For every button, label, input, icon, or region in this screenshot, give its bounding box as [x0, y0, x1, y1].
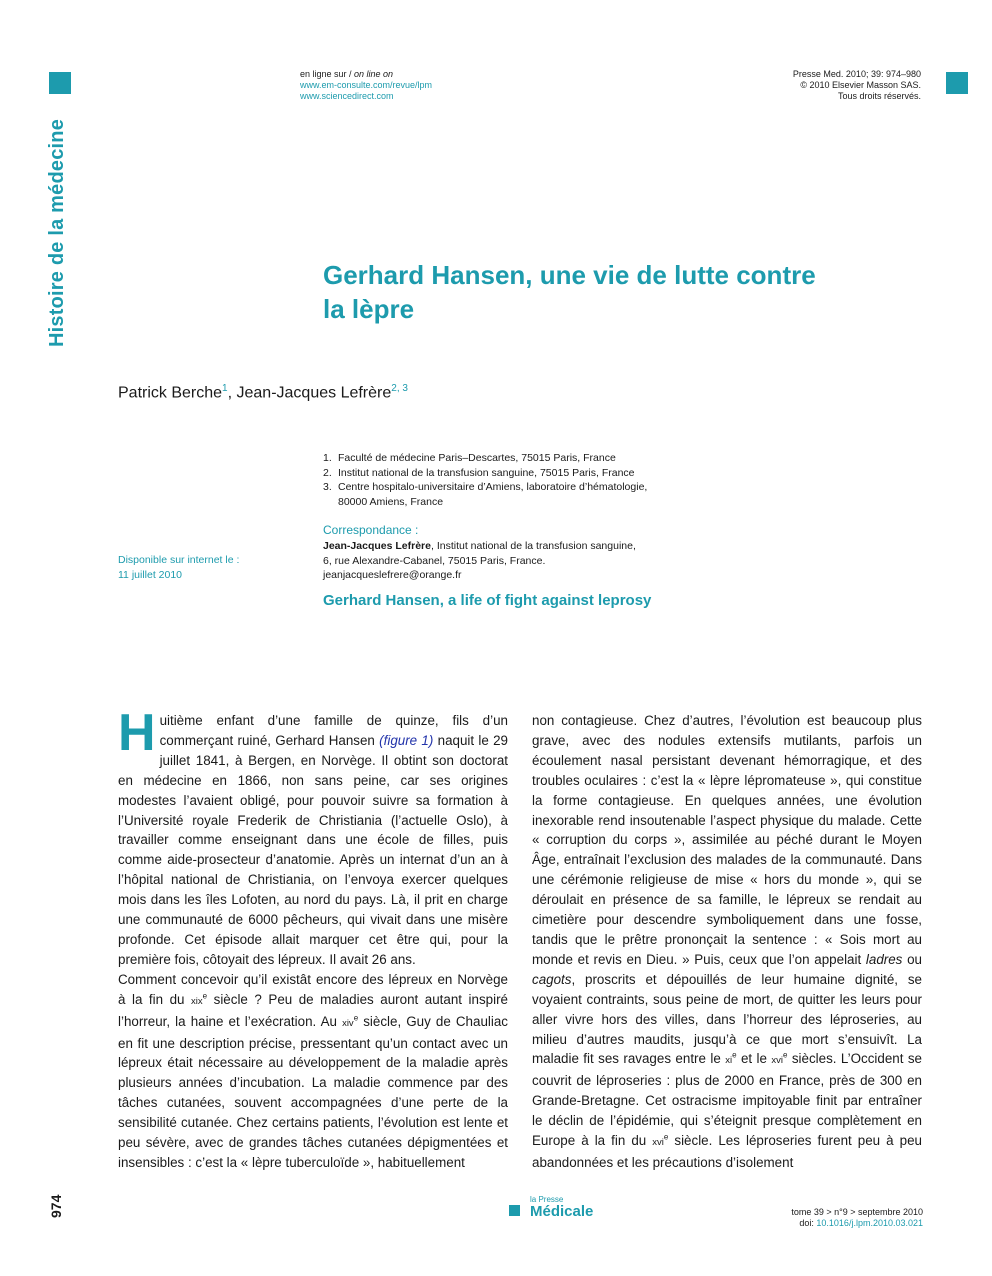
- online-link-emconsulte[interactable]: www.em-consulte.com/revue/lpm: [300, 80, 433, 90]
- availability-label: Disponible sur internet le :: [118, 554, 240, 566]
- availability-date: 11 juillet 2010: [118, 568, 183, 581]
- ordinal-suffix: e: [353, 1013, 359, 1023]
- body-text: , proscrits et dépouillés de leur humaine dignité, se voyaient contraints, sous peine de mort, de quitter les leurs pour aller vivre hors des villes, dans l’horreur des léproseries, au milieu d’autres maudits, jusqu’à ce que mort s’ensuivît. La maladie fit ses ravages entre le: [532, 971, 922, 1067]
- journal-rights: Tous droits réservés.: [837, 91, 921, 101]
- online-label-en: on line on: [354, 69, 394, 79]
- online-label-fr: en ligne sur /: [300, 69, 355, 79]
- doi-link[interactable]: 10.1016/j.lpm.2010.03.021: [816, 1218, 923, 1228]
- journal-copyright: © 2010 Elsevier Masson SAS.: [800, 80, 921, 90]
- correspondence-name: Jean-Jacques Lefrère: [323, 540, 431, 552]
- affiliation-text: Centre hospitalo-universitaire d’Amiens, laboratoire d’hématologie,: [338, 481, 648, 493]
- logo-square-icon: [509, 1205, 520, 1216]
- ordinal-suffix: e: [663, 1132, 669, 1142]
- italic-term: cagots: [532, 971, 572, 987]
- century-numeral: xi: [725, 1055, 733, 1067]
- article-title-line2: la lèpre: [323, 294, 415, 324]
- body-text: siècle, Guy de Chauliac en fit une description précise, pressentant qu’un contact avec un lépreux était nécessaire au développement de la maladie après plusieurs années d’incubation. La maladie commence par des tâches cutanées, souvent accompagnées d’une perte de la sensibilité cutanée. Chez certains patients, l’évolution est lente et peu sévère, avec de grandes tâches cutanées dépigmentées et insensibles : c’est la « lèpre tuberculoïde », habituellement: [118, 1013, 508, 1170]
- body-text: naquit le 29 juillet 1841, à Bergen, en Norvège. Il obtint son doctorat en médecine en 1866, non sans peine, car ses origines modestes l’avaient obligé, pour pouvoir suivre sa formation à l’Université royale Frederik de Christiania (l’actuelle Oslo), à travailler comme enseignant dans une école de filles, puis comme aide-prosecteur d’anatomie. Après un internat d’un an à l’hôpital national de Christiania, on l’envoya exercer quelques mois dans les îles Lofoten, au nord du pays. Là, il prit en charge une communauté de 6000 pêcheurs, qui vivait dans une misère profonde. Cet épisode allait marquer cet être qui, pour la première fois, côtoyait des lépreux. Il avait 26 ans.: [118, 732, 508, 967]
- decorative-square-left: [49, 72, 71, 94]
- author-affil-ref: 2, 3: [391, 383, 408, 394]
- affiliation-item: [323, 495, 703, 510]
- body-text: siècles. L’Occident se couvrit de léproseries : plus de 2000 en France, près de 300 en Grande-Bretagne. Cet ostracisme impitoyable finit par entraîner le déclin de l’épidémie, qui s’éteignit presque complètement en Europe à la fin du: [532, 1051, 922, 1149]
- footer-issue: tome 39 > n°9 > septembre 2010: [791, 1207, 923, 1217]
- italic-term: ladres: [865, 951, 903, 967]
- journal-logo: [509, 1196, 593, 1219]
- english-title: Gerhard Hansen, a life of fight against leprosy: [323, 592, 652, 609]
- body-column-right: [532, 711, 922, 1173]
- doi-label: doi:: [799, 1218, 817, 1228]
- correspondence-block: [323, 539, 636, 583]
- affiliation-text: 80000 Amiens, France: [338, 495, 444, 508]
- availability-block: [118, 553, 239, 582]
- body-column-left: [118, 704, 508, 1173]
- decorative-square-right: [946, 72, 968, 94]
- body-text: non contagieuse. Chez d’autres, l’évolution est beaucoup plus grave, avec des nodules extensifs mutilants, parfois un écoulement nasal persistant devenant hémorragique, et des troubles oculaires : c’est la « lèpre lépromateuse », qui constitue la forme contagieuse. En quelques années, une évolution inexorable rend insoutenable l’aspect physique du malade. Cette « corruption du corps », assimilée au péché durant le Moyen Âge, entraînait l’exclusion des malades de la communauté. Dans une cérémonie religieuse de mise « hors du monde », qui se déroulait en présence de sa famille, le lépreux se rendait au cimetière pour descendre symboliquement dans une fosse, tandis que le prêtre prononçait la sentence : « Sois mort au monde et revis en Dieu. » Puis, ceux que l’on appelait: [532, 713, 922, 967]
- author-name: Jean-Jacques Lefrère: [236, 384, 392, 402]
- body-text: Comment concevoir qu’il existât encore des lépreux en Norvège à la fin du: [118, 971, 508, 1007]
- affiliation-item: [323, 480, 703, 495]
- body-paragraph: [118, 704, 508, 970]
- century-numeral: xiv: [342, 1017, 354, 1029]
- affiliation-number: [323, 495, 338, 510]
- logo-small-text: la Presse: [530, 1195, 564, 1204]
- affiliation-number: 2.: [323, 466, 332, 479]
- section-label: Histoire de la médecine: [46, 118, 68, 347]
- online-link-sciencedirect[interactable]: www.sciencedirect.com: [300, 91, 394, 101]
- correspondence-email[interactable]: jeanjacqueslefrere@orange.fr: [323, 569, 462, 581]
- century-numeral: xvi: [771, 1055, 783, 1067]
- online-availability: [300, 69, 432, 102]
- journal-citation: Presse Med. 2010; 39: 974–980: [792, 69, 921, 79]
- century-numeral: xix: [191, 995, 203, 1007]
- body-text: ou: [902, 951, 922, 967]
- body-paragraph: [532, 711, 922, 1173]
- correspondence-heading: Correspondance :: [323, 523, 419, 537]
- article-title-line1: Gerhard Hansen, une vie de lutte contre: [323, 260, 816, 290]
- ordinal-suffix: e: [202, 991, 208, 1001]
- affiliation-item: [323, 466, 703, 481]
- body-text: siècle. Les léproseries furent peu à peu abandonnées et les précautions d’isolement: [532, 1133, 922, 1170]
- affiliation-text: Faculté de médecine Paris–Descartes, 75015 Paris, France: [338, 452, 616, 464]
- body-paragraph: [118, 970, 508, 1173]
- journal-citation-block: [793, 69, 921, 102]
- affiliation-text: Institut national de la transfusion sanguine, 75015 Paris, France: [338, 466, 635, 479]
- affiliation-item: [323, 451, 703, 466]
- correspondence-line1: , Institut national de la transfusion sanguine,: [430, 540, 636, 552]
- affiliation-number: 3.: [323, 481, 332, 493]
- body-text: et le: [736, 1051, 772, 1067]
- drop-cap: H: [118, 704, 156, 762]
- footer-issue-block: [791, 1207, 923, 1229]
- figure-reference-link[interactable]: (figure 1): [379, 732, 434, 748]
- article-title: [323, 258, 883, 326]
- ordinal-suffix: e: [782, 1050, 788, 1060]
- author-affil-ref: 1: [222, 383, 228, 394]
- body-text: siècle ? Peu de maladies auront autant inspiré l’horreur, la haine et l’exécration. Au: [118, 991, 508, 1029]
- page-number: 974: [48, 1194, 64, 1218]
- affiliation-number: 1.: [323, 452, 332, 464]
- ordinal-suffix: e: [732, 1050, 737, 1060]
- authors: Patrick Berche$^1$, Jean-Jacques Lefrère$^{2, 3}$: [118, 383, 408, 402]
- affiliations-list: [323, 451, 703, 509]
- body-text: uitième enfant d’une famille de quinze, fils d’un commerçant ruiné, Gerhard Hansen: [159, 713, 508, 748]
- century-numeral: xvi: [652, 1137, 664, 1149]
- logo-big-text: Médicale: [530, 1203, 594, 1220]
- correspondence-address: 6, rue Alexandre-Cabanel, 75015 Paris, France.: [323, 554, 546, 567]
- author-name: Patrick Berche: [118, 384, 223, 402]
